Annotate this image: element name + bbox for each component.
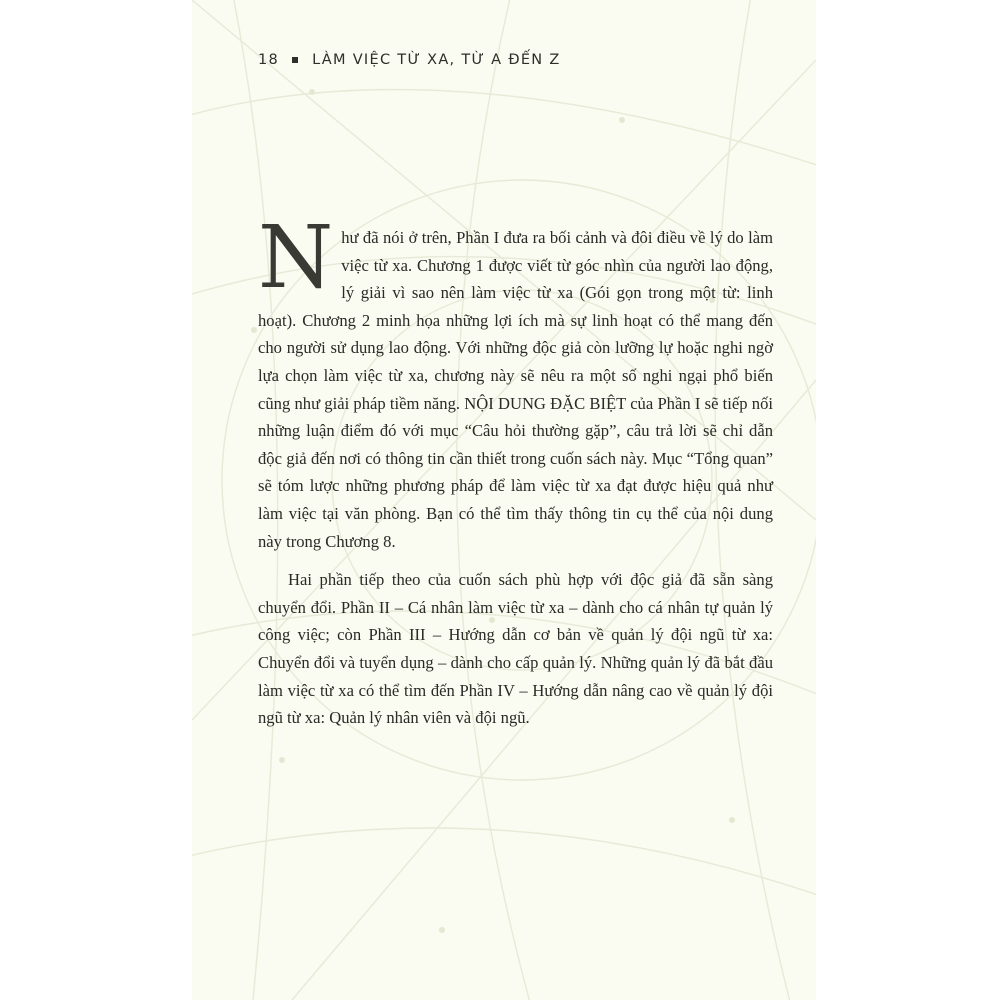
drop-cap: N	[258, 208, 334, 308]
separator-square-icon	[292, 57, 298, 63]
page-number: 18	[258, 52, 280, 68]
paragraph-1-text: hư đã nói ở trên, Phần I đưa ra bối cảnh và đôi điều về lý do làm việc từ xa. Chương 1 được viết từ góc nhìn của người lao động, lý giải vì sao nên làm việc từ xa (Gói gọn trong một từ: linh hoạt). Chương 2 minh họa những lợi ích mà sự linh hoạt có thể mang đến cho người sử dụng lao động. Với những độc giả còn lưỡng lự hoặc nghi ngờ lựa chọn làm việc từ xa, chương này sẽ nêu ra một số nghi ngại phổ biến cũng như giải pháp tiềm năng. NỘI DUNG ĐẶC BIỆT của Phần I sẽ tiếp nối những luận điểm đó với mục “Câu hỏi thường gặp”, câu trả lời sẽ chỉ dẫn độc giả đến nơi có thông tin cần thiết trong cuốn sách này. Mục “Tổng quan” sẽ tóm lược những phương pháp để làm việc từ xa đạt được hiệu quả như làm việc tại văn phòng. Bạn có thể tìm thấy thông tin cụ thể của nội dung này trong Chương 8.	[258, 228, 773, 551]
paragraph-2: Hai phần tiếp theo của cuốn sách phù hợp với độc giả đã sẵn sàng chuyển đổi. Phần II – Cá nhân làm việc từ xa – dành cho cá nhân tự quản lý công việc; còn Phần III – Hướng dẫn cơ bản về quản lý đội ngũ từ xa: Chuyển đổi và tuyển dụng – dành cho cấp quản lý. Những quản lý đã bắt đầu làm việc từ xa có thể tìm đến Phần IV – Hướng dẫn nâng cao về quản lý đội ngũ từ xa: Quản lý nhân viên và đội ngũ.	[258, 570, 773, 728]
paragraph-1	[258, 208, 773, 555]
running-title: LÀM VIỆC TỪ XA, TỪ A ĐẾN Z	[312, 52, 561, 68]
running-header	[258, 46, 561, 74]
body-text	[258, 208, 773, 732]
